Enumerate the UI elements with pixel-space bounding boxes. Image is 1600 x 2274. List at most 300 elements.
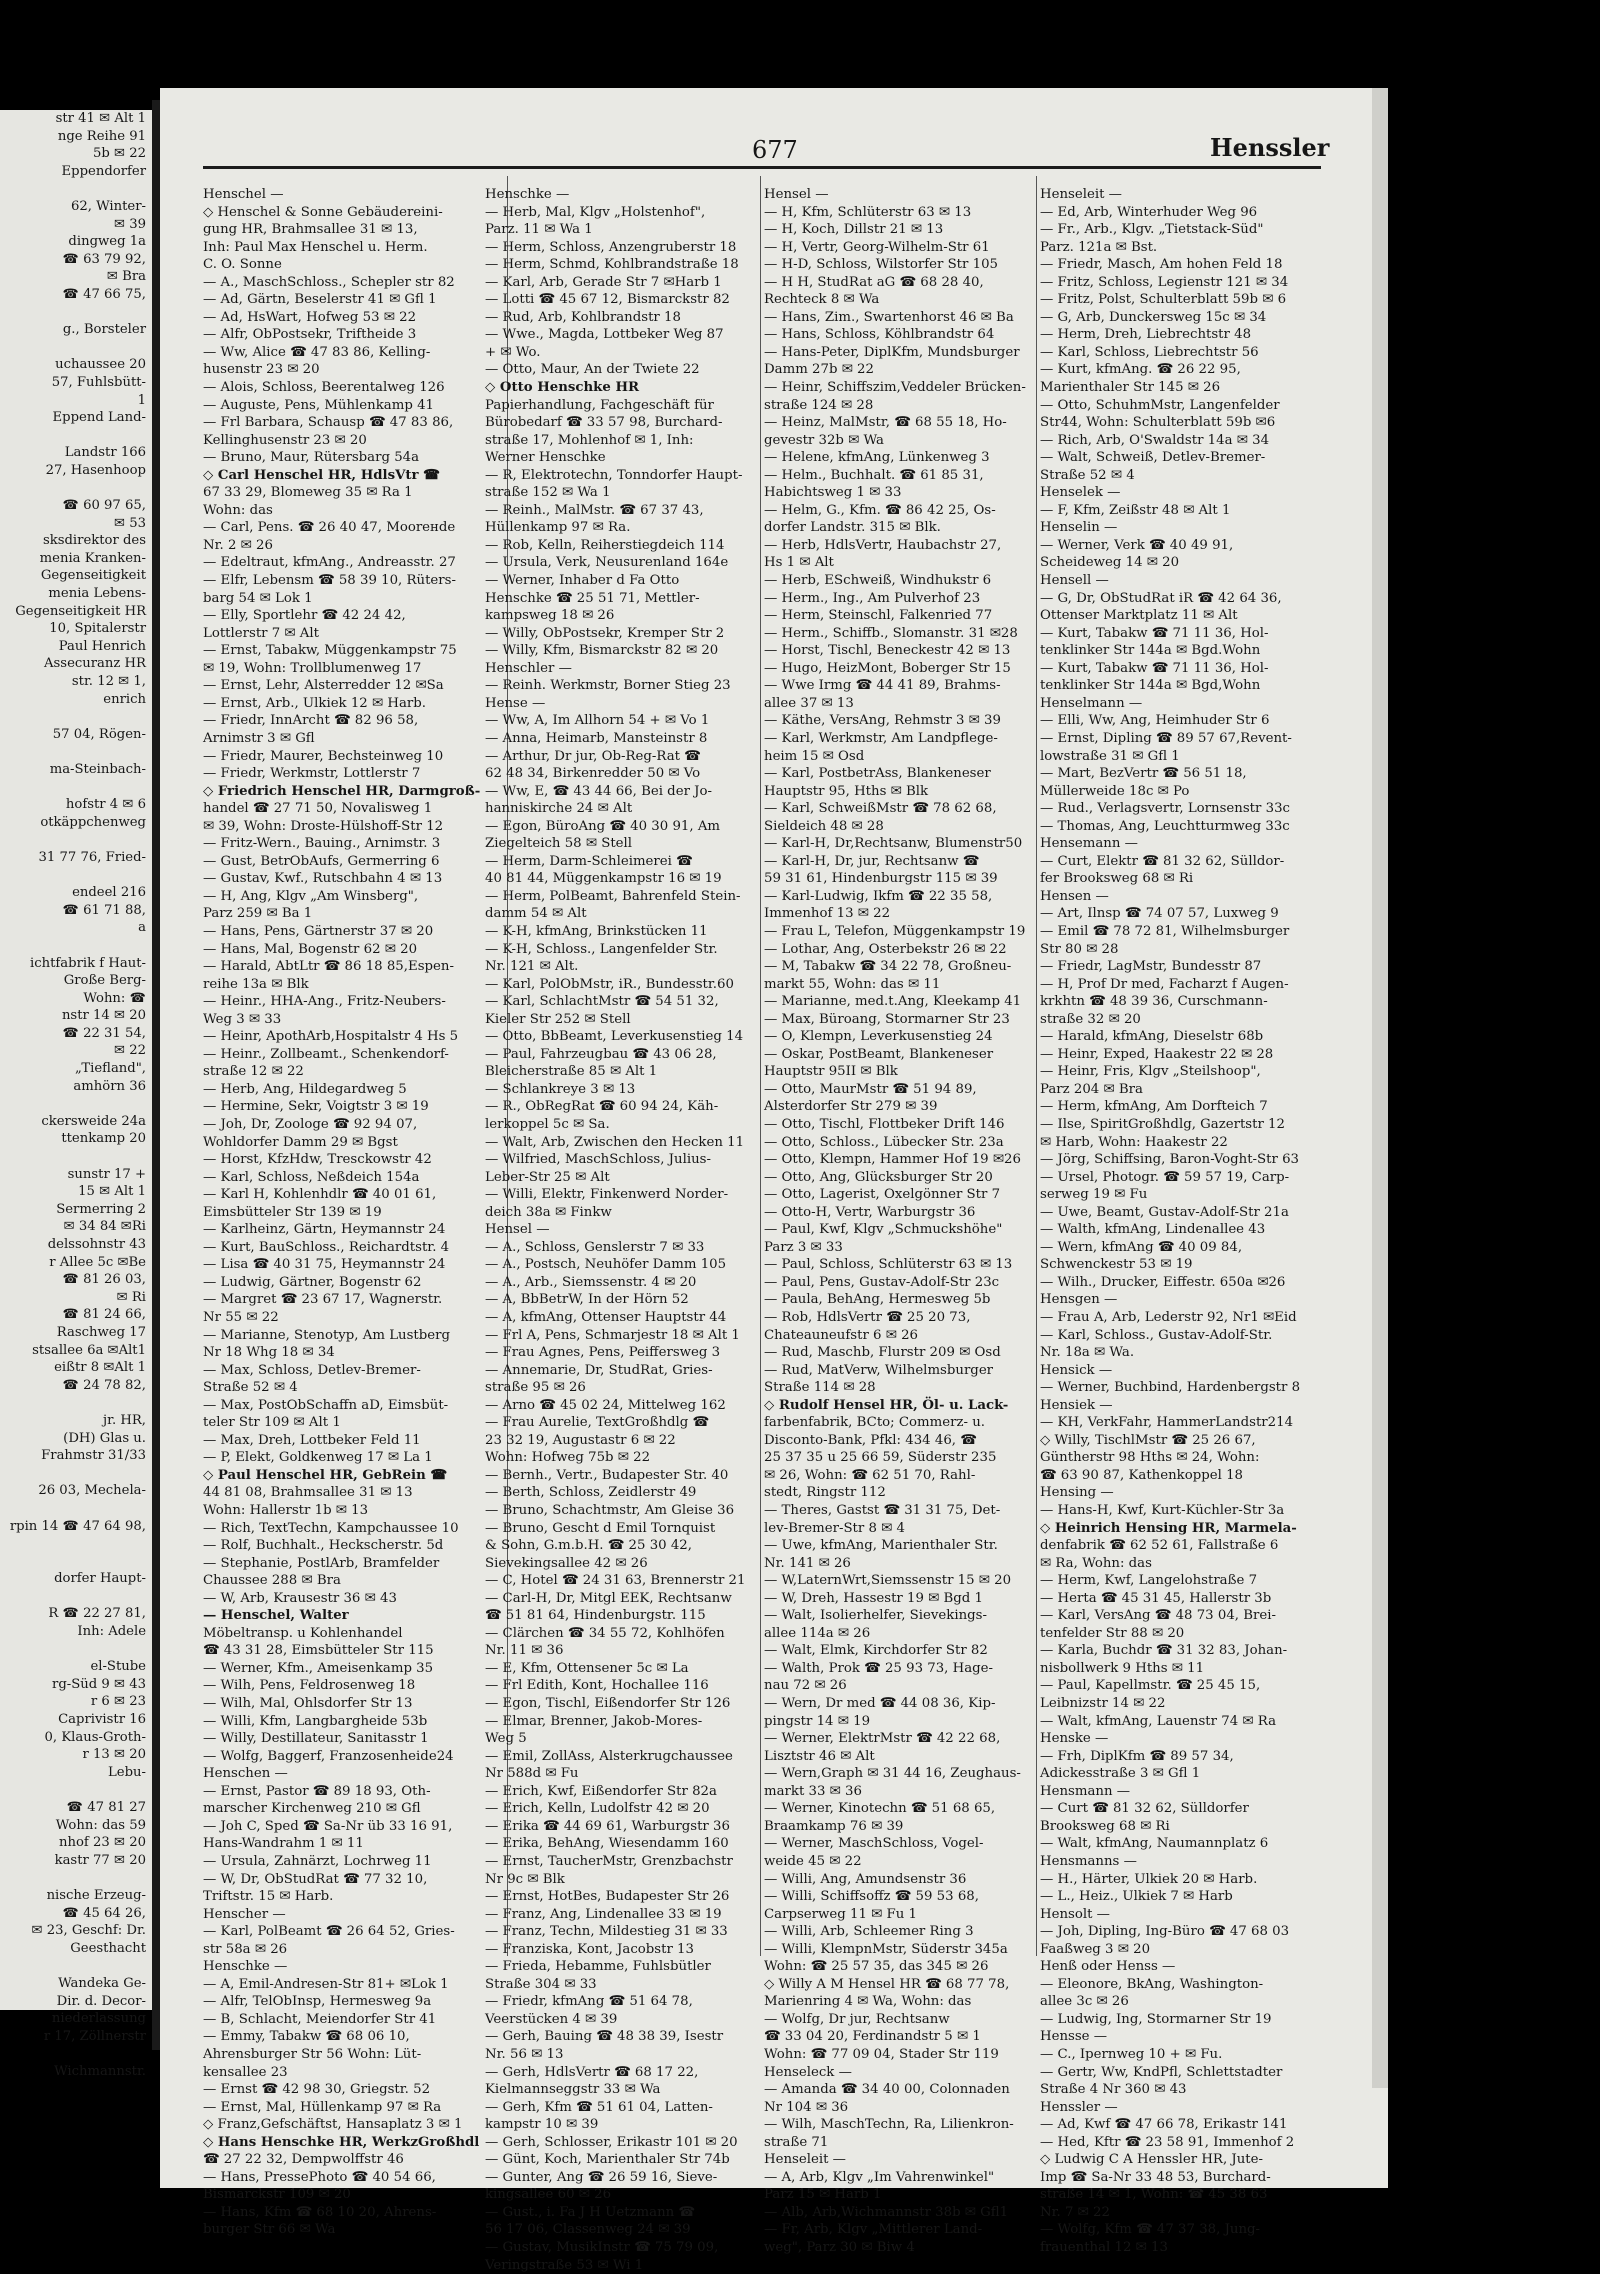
directory-entry-line: heim 15 ✉ Osd bbox=[764, 748, 865, 764]
directory-entry-line: ◇ Paul Henschel HR, GebRein ☎ bbox=[203, 1467, 447, 1483]
directory-entry-line: — E, Kfm, Ottensener 5c ✉ La bbox=[485, 1660, 689, 1676]
directory-entry-line: — Reinh. Werkmstr, Borner Stieg 23 bbox=[485, 678, 731, 694]
directory-entry-line: allee 114a ✉ 26 bbox=[764, 1625, 871, 1641]
directory-entry-line: — Ernst, TaucherMstr, Grenzbachstr bbox=[485, 1853, 733, 1869]
directory-entry-line: ◇ Rudolf Hensel HR, Öl- u. Lack- bbox=[764, 1397, 1009, 1413]
left-page-line: jr. HR, bbox=[103, 1412, 146, 1428]
directory-entry-line: — C, Hotel ☎ 24 31 63, Brennerstr 21 bbox=[485, 1573, 746, 1589]
directory-entry-line: — Karl, Werkmstr, Am Landpflege- bbox=[764, 730, 998, 746]
left-page-line: Caprivistr 16 bbox=[58, 1712, 146, 1728]
left-page-line bbox=[0, 1394, 152, 1412]
directory-entry-line: — Wern, Dr med ☎ 44 08 36, Kip- bbox=[764, 1696, 996, 1712]
left-page-line: Landstr 166 bbox=[64, 445, 146, 461]
directory-entry-line: — Gustav, MusikInstr ☎ 75 79 09, bbox=[485, 2239, 719, 2255]
directory-entry-line: — Egon, Tischl, Eißendorfer Str 126 bbox=[485, 1696, 731, 1712]
directory-entry-line: — Erika, BehAng, Wiesendamm 160 bbox=[485, 1836, 729, 1852]
directory-entry-line: — L., Heiz., Ulkiek 7 ✉ Harb bbox=[1040, 1889, 1233, 1905]
directory-entry-line: — K-H, kfmAng, Brinkstücken 11 bbox=[485, 923, 708, 939]
left-page-line bbox=[0, 867, 152, 885]
left-page-line: R ☎ 22 27 81, bbox=[48, 1606, 146, 1622]
directory-entry-line: serweg 19 ✉ Fu bbox=[1040, 1187, 1148, 1203]
directory-entry-line: — Gerh, Schlosser, Erikastr 101 ✉ 20 bbox=[485, 2134, 738, 2150]
directory-entry-line: Marienring 4 ✉ Wa, Wohn: das bbox=[764, 1994, 972, 2010]
directory-entry-line: — Fr., Arb., Klgv. „Tietstack-Süd" bbox=[1040, 222, 1264, 238]
directory-entry-line: — Ernst ☎ 42 98 30, Griegstr. 52 bbox=[203, 2082, 431, 2098]
directory-entry-line: damm 54 ✉ Alt bbox=[485, 906, 587, 922]
directory-entry-line: — H-D, Schloss, Wilstorfer Str 105 bbox=[764, 257, 998, 273]
directory-entry-line: — Emil, ZollAss, Alsterkrugchaussee bbox=[485, 1748, 733, 1764]
directory-entry-line: — Ww, Alice ☎ 47 83 86, Kelling- bbox=[203, 344, 431, 360]
directory-entry-line: — Otto, BbBeamt, Leverkusenstieg 14 bbox=[485, 1029, 744, 1045]
directory-entry-line: krkhtn ☎ 48 39 36, Curschmann- bbox=[1040, 994, 1268, 1010]
directory-entry-line: allee 3c ✉ 26 bbox=[1040, 1994, 1129, 2010]
directory-entry-line: — H, Kfm, Schlüterstr 63 ✉ 13 bbox=[764, 204, 972, 220]
directory-entry-line: — Otto, Maur, An der Twiete 22 bbox=[485, 362, 700, 378]
directory-entry-line: — Herm, kfmAng, Am Dorfteich 7 bbox=[1040, 1099, 1268, 1115]
left-page-line bbox=[0, 339, 152, 357]
directory-entry-line: — Harald, kfmAng, Dieselstr 68b bbox=[1040, 1029, 1264, 1045]
directory-entry-line: — Walt, Arb, Zwischen den Hecken 11 bbox=[485, 1134, 745, 1150]
left-page-line bbox=[0, 1465, 152, 1483]
column-divider bbox=[760, 176, 761, 1956]
directory-entry-line: — W, Dr, ObStudRat ☎ 77 32 10, bbox=[203, 1871, 428, 1887]
left-page-line: rpin 14 ☎ 47 64 98, bbox=[9, 1518, 146, 1534]
directory-entry-line: Hs 1 ✉ Alt bbox=[764, 555, 834, 571]
directory-entry-line: — Gerh, HdlsVertr ☎ 68 17 22, bbox=[485, 2064, 699, 2080]
directory-entry-line: — Arthur, Dr jur, Ob-Reg-Rat ☎ bbox=[485, 748, 701, 764]
left-page-line: ☎ 81 24 66, bbox=[62, 1307, 146, 1323]
directory-entry-line: — Karl, SchlachtMstr ☎ 54 51 32, bbox=[485, 994, 719, 1010]
directory-entry-line: tenklinker Str 144a ✉ Bgd.Wohn bbox=[1040, 643, 1261, 659]
directory-entry-line: lerkoppel 5c ✉ Sa. bbox=[485, 1116, 610, 1132]
running-head: Henssler bbox=[1210, 133, 1330, 162]
directory-entry-line: Schwenckestr 53 ✉ 19 bbox=[1040, 1257, 1193, 1273]
left-page-line bbox=[0, 708, 152, 726]
directory-entry-line: — Hermine, Sekr, Voigtstr 3 ✉ 19 bbox=[203, 1099, 429, 1115]
directory-entry-line: — Karl-H, Dr,Rechtsanw, Blumenstr50 bbox=[764, 836, 1023, 852]
directory-entry-line: kampsweg 18 ✉ 26 bbox=[485, 608, 615, 624]
directory-entry-line: deich 38a ✉ Finkw bbox=[485, 1204, 612, 1220]
directory-entry-line: 23 32 19, Augustastr 6 ✉ 22 bbox=[485, 1432, 676, 1448]
directory-entry-line: Parz 259 ✉ Ba 1 bbox=[203, 906, 313, 922]
directory-entry-line: Parz 3 ✉ 33 bbox=[764, 1239, 843, 1255]
directory-entry-line: — Ludwig, Gärtner, Bogenstr 62 bbox=[203, 1274, 422, 1290]
directory-entry-line: — Otto, Tischl, Flottbeker Drift 146 bbox=[764, 1116, 1005, 1132]
directory-entry-line: — Herm, Dreh, Liebrechtstr 48 bbox=[1040, 327, 1252, 343]
directory-entry-line: — Willy, Kfm, Bismarckstr 82 ✉ 20 bbox=[485, 643, 719, 659]
directory-entry-line: — Ursel, Photogr. ☎ 59 57 19, Carp- bbox=[1040, 1169, 1290, 1185]
directory-entry-line: — Wolfg, Dr jur, Rechtsanw bbox=[764, 2011, 950, 2027]
directory-entry-line: — H., Härter, Ulkiek 20 ✉ Harb. bbox=[1040, 1871, 1258, 1887]
directory-entry-line: — Frau A, Arb, Lederstr 92, Nr1 ✉Eid bbox=[1040, 1310, 1297, 1325]
left-page-line: nische Erzeug- bbox=[46, 1887, 146, 1903]
directory-entry-line: — Karla, Buchdr ☎ 31 32 83, Johan- bbox=[1040, 1643, 1288, 1659]
directory-entry-line: — Egon, BüroAng ☎ 40 30 91, Am bbox=[485, 818, 721, 834]
directory-entry-line: Parz. 11 ✉ Wa 1 bbox=[485, 222, 593, 238]
column-4 bbox=[1040, 186, 1320, 2257]
directory-entry-line: — Heinz, MalMstr, ☎ 68 55 18, Ho- bbox=[764, 415, 1007, 431]
directory-entry-line: markt 55, Wohn: das ✉ 11 bbox=[764, 976, 941, 992]
directory-entry-line: — Joh, Dr, Zoologe ☎ 92 94 07, bbox=[203, 1116, 418, 1132]
directory-entry-line: Immenhof 13 ✉ 22 bbox=[764, 906, 891, 922]
directory-entry-line: Lisztstr 46 ✉ Alt bbox=[764, 1748, 875, 1764]
left-page-line: ✉ 22 bbox=[113, 1043, 146, 1059]
surname-heading: Henscher — bbox=[203, 1906, 286, 1922]
directory-entry-line: — Ww, A, Im Allhorn 54 + ✉ Vo 1 bbox=[485, 713, 710, 729]
directory-entry-line: — H, Prof Dr med, Facharzt f Augen- bbox=[1040, 976, 1289, 992]
directory-entry-line: Bismarckstr 109 ✉ 20 bbox=[203, 2187, 351, 2203]
left-page-line: Geesthacht bbox=[70, 1940, 146, 1956]
directory-entry-line: — Wilh, MaschTechn, Ra, Lilienkron- bbox=[764, 2117, 1014, 2133]
directory-entry-line: — Anna, Heimarb, Mansteinstr 8 bbox=[485, 730, 708, 746]
directory-entry-line: — Ursula, Verk, Neusurenland 164e bbox=[485, 555, 729, 571]
directory-entry-line: 56 17 06, Classenweg 24 ✉ 39 bbox=[485, 2222, 691, 2238]
directory-entry-line: — Friedr, kfmAng ☎ 51 64 78, bbox=[485, 1994, 693, 2010]
directory-entry-line: — Rob, Kelln, Reiherstiegdeich 114 bbox=[485, 537, 725, 553]
directory-entry-line: Wohn: Hallerstr 1b ✉ 13 bbox=[203, 1503, 369, 1519]
directory-entry-line: — Margret ☎ 23 67 17, Wagnerstr. bbox=[203, 1292, 443, 1308]
directory-entry-line: — G, Arb, Dunckersweg 15c ✉ 34 bbox=[1040, 309, 1267, 325]
directory-entry-line: — Frl A, Pens, Schmarjestr 18 ✉ Alt 1 bbox=[485, 1327, 740, 1343]
left-page-line: r 13 ✉ 20 bbox=[82, 1747, 146, 1763]
left-page-line: 62, Winter- bbox=[70, 198, 146, 214]
directory-entry-line: — Werner, Verk ☎ 40 49 91, bbox=[1040, 537, 1234, 553]
directory-entry-line: Möbeltransp. u Kohlenhandel bbox=[203, 1625, 403, 1641]
left-page-line: 26 03, Mechela- bbox=[38, 1483, 146, 1499]
surname-heading: Henschen — bbox=[203, 1766, 288, 1782]
directory-entry-line: — Willi, KlempnMstr, Süderstr 345a bbox=[764, 1941, 1008, 1957]
directory-entry-line: — A, Arb, Klgv „Im Vahrenwinkel" bbox=[764, 2169, 995, 2185]
directory-entry-line: — Hans, PressePhoto ☎ 40 54 66, bbox=[203, 2169, 436, 2185]
directory-entry-line: — Otto, SchuhmMstr, Langenfelder bbox=[1040, 397, 1280, 413]
directory-entry-line: — Walt, Schweiß, Detlev-Bremer- bbox=[1040, 450, 1266, 466]
left-page-line: ma-Steinbach- bbox=[49, 761, 146, 777]
directory-entry-line: — Ad, Kwf ☎ 47 66 78, Erikastr 141 bbox=[1040, 2117, 1288, 2133]
directory-entry-line: — Willy, ObPostsekr, Kremper Str 2 bbox=[485, 625, 725, 641]
directory-entry-line: — Hans, Mal, Bogenstr 62 ✉ 20 bbox=[203, 941, 418, 957]
directory-entry-line: Parz. 121a ✉ Bst. bbox=[1040, 239, 1158, 255]
directory-entry-line: — Franziska, Kont, Jacobstr 13 bbox=[485, 1941, 694, 1957]
directory-entry-line: Wohldorfer Damm 29 ✉ Bgst bbox=[203, 1134, 398, 1150]
column-2 bbox=[485, 186, 757, 2274]
directory-entry-line: tenklinker Str 144a ✉ Bgd,Wohn bbox=[1040, 678, 1261, 694]
directory-entry-line: — Uwe, kfmAng, Marienthaler Str. bbox=[764, 1538, 998, 1554]
surname-heading: Henschke — bbox=[485, 187, 570, 202]
left-page-line: hofstr 4 ✉ 6 bbox=[65, 797, 146, 813]
directory-entry-line: — Elmar, Brenner, Jakob-Mores- bbox=[485, 1713, 703, 1729]
directory-entry-line: — Fritz, Schloss, Legienstr 121 ✉ 34 bbox=[1040, 274, 1289, 290]
directory-entry-line: markt 33 ✉ 36 bbox=[764, 1783, 862, 1799]
directory-entry-line: Brooksweg 68 ✉ Ri bbox=[1040, 1818, 1170, 1834]
surname-heading: Henselek — bbox=[1040, 485, 1121, 501]
directory-entry-line: Wohn: ☎ 25 57 35, das 345 ✉ 26 bbox=[764, 1959, 989, 1975]
directory-entry-line: — Kurt, Tabakw ☎ 71 11 36, Hol- bbox=[1040, 660, 1269, 676]
directory-entry-line: Kielmannseggstr 33 ✉ Wa bbox=[485, 2082, 661, 2098]
directory-entry-line: — Karl, Schloss, Liebrechtstr 56 bbox=[1040, 344, 1259, 360]
directory-entry-line: Hauptstr 95II ✉ Blk bbox=[764, 1064, 898, 1080]
surname-heading: Henseleit — bbox=[1040, 187, 1122, 202]
directory-entry-line: — Schlankreye 3 ✉ 13 bbox=[485, 1081, 636, 1097]
directory-entry-line: Leibnizstr 14 ✉ 22 bbox=[1040, 1696, 1166, 1712]
directory-entry-line: — W,LaternWrt,Siemssenstr 15 ✉ 20 bbox=[764, 1573, 1012, 1589]
directory-entry-line: straße 12 ✉ 22 bbox=[203, 1064, 304, 1080]
directory-entry-line: — Max, Dreh, Lottbeker Feld 11 bbox=[203, 1432, 421, 1448]
directory-entry-line: Ziegelteich 58 ✉ Stell bbox=[485, 836, 633, 852]
left-page-line: 15 ✉ Alt 1 bbox=[78, 1184, 146, 1200]
directory-entry-line: — Wilh, Pens, Feldrosenweg 18 bbox=[203, 1678, 416, 1694]
directory-entry-line: — Fritz, Polst, Schulterblatt 59b ✉ 6 bbox=[1040, 292, 1287, 308]
directory-entry-line: — Henschel, Walter bbox=[203, 1608, 349, 1624]
directory-entry-line: Veerstücken 4 ✉ 39 bbox=[485, 2011, 618, 2027]
left-page-line: a bbox=[138, 920, 146, 936]
directory-entry-line: — Kurt, Tabakw ☎ 71 11 36, Hol- bbox=[1040, 625, 1269, 641]
left-page-line bbox=[0, 1148, 152, 1166]
directory-entry-line: allee 37 ✉ 13 bbox=[764, 695, 854, 711]
directory-entry-line: — Bruno, Schachtmstr, Am Gleise 36 bbox=[485, 1503, 735, 1519]
left-page-line: kastr 77 ✉ 20 bbox=[54, 1852, 146, 1868]
left-page-line: str. 12 ✉ 1, bbox=[71, 674, 146, 689]
directory-entry-line: Eimsbütteler Str 139 ✉ 19 bbox=[203, 1204, 382, 1220]
directory-entry-line: Faaßweg 3 ✉ 20 bbox=[1040, 1941, 1151, 1957]
directory-entry-line: ◇ Willy A M Hensel HR ☎ 68 77 78, bbox=[764, 1976, 1010, 1992]
left-page-line: otkäppchenweg bbox=[40, 814, 146, 830]
directory-entry-line: — Kurt, kfmAng. ☎ 26 22 95, bbox=[1040, 362, 1241, 378]
directory-entry-line: — Elfr, Lebensm ☎ 58 39 10, Rüters- bbox=[203, 573, 456, 589]
left-page-line: delssohnstr 43 bbox=[47, 1237, 146, 1252]
directory-entry-line: — Frau L, Telefon, Müggenkampstr 19 bbox=[764, 923, 1026, 939]
left-page-line: amhörn 36 bbox=[73, 1078, 146, 1094]
directory-entry-line: Güntherstr 98 Hths ✉ 24, Wohn: bbox=[1040, 1450, 1260, 1466]
left-page-line bbox=[0, 1781, 152, 1799]
left-page-line: Assecuranz HR bbox=[44, 656, 146, 672]
directory-entry-line: — Frau Agnes, Pens, Peiffersweg 3 bbox=[485, 1345, 721, 1361]
directory-entry-line: — R., ObRegRat ☎ 60 94 24, Käh- bbox=[485, 1099, 719, 1115]
column-divider bbox=[1036, 176, 1037, 1956]
directory-entry-line: — Karl-Ludwig, Ikfm ☎ 22 35 58, bbox=[764, 888, 993, 904]
directory-entry-line: Arnimstr 3 ✉ Gfl bbox=[203, 730, 315, 746]
directory-entry-line: — Willi, Elektr, Finkenwerd Norder- bbox=[485, 1187, 729, 1203]
directory-entry-line: — Karlheinz, Gärtn, Heymannstr 24 bbox=[203, 1222, 446, 1238]
directory-entry-line: — Art, Ilnsp ☎ 74 07 57, Luxweg 9 bbox=[1040, 906, 1279, 922]
directory-entry-line: — Günt, Koch, Marienthaler Str 74b bbox=[485, 2152, 730, 2168]
directory-entry-line: — Stephanie, PostlArb, Bramfelder bbox=[203, 1555, 440, 1571]
directory-entry-line: — Friedr, LagMstr, Bundesstr 87 bbox=[1040, 959, 1262, 975]
directory-entry-line: — Gerh, Bauing ☎ 48 38 39, Isestr bbox=[485, 2029, 724, 2045]
directory-entry-line: — Wolfg, Baggerf, Franzosenheide24 bbox=[203, 1748, 454, 1764]
directory-entry-line: — Paul, Kwf, Klgv „Schmuckshöhe" bbox=[764, 1222, 1003, 1238]
surname-heading: Henseleit — bbox=[764, 2152, 846, 2168]
directory-entry-line: — Bernh., Vertr., Budapester Str. 40 bbox=[485, 1467, 729, 1483]
directory-entry-line: — Ilse, SpiritGroßhdlg, Gazertstr 12 bbox=[1040, 1116, 1285, 1132]
directory-entry-line: — Willi, Kfm, Langbargheide 53b bbox=[203, 1713, 428, 1729]
directory-entry-line: — Walt, kfmAng, Naumannplatz 6 bbox=[1040, 1836, 1269, 1852]
directory-entry-line: — Herm, Schmd, Kohlbrandstraße 18 bbox=[485, 257, 739, 273]
directory-entry-line: fer Brooksweg 68 ✉ Ri bbox=[1040, 871, 1194, 887]
directory-entry-line: — Otto, Schloss., Lübecker Str. 23a bbox=[764, 1134, 1004, 1150]
directory-entry-line: lowstraße 31 ✉ Gfl 1 bbox=[1040, 748, 1180, 764]
directory-entry-line: — Rud., Verlagsvertr, Lornsenstr 33c bbox=[1040, 801, 1290, 817]
directory-entry-line: — Frl Barbara, Schausp ☎ 47 83 86, bbox=[203, 415, 454, 431]
directory-entry-line: — F, Kfm, Zeißstr 48 ✉ Alt 1 bbox=[1040, 502, 1231, 518]
directory-entry-line: — Karl H, Kohlenhdlr ☎ 40 01 61, bbox=[203, 1187, 437, 1203]
directory-entry-line: straße 95 ✉ 26 bbox=[485, 1380, 586, 1396]
directory-entry-line: — Karl-H, Dr, jur, Rechtsanw ☎ bbox=[764, 853, 980, 869]
directory-entry-line: — Ursula, Zahnärzt, Lochrweg 11 bbox=[203, 1853, 432, 1869]
directory-entry-line: — B, Schlacht, Meiendorfer Str 41 bbox=[203, 2011, 437, 2027]
directory-entry-line: — G, Dr, ObStudRat iR ☎ 42 64 36, bbox=[1040, 590, 1282, 606]
directory-entry-line: — Willy, Destillateur, Sanitasstr 1 bbox=[203, 1731, 429, 1747]
directory-entry-line: gung HR, Brahmsallee 31 ✉ 13, bbox=[203, 222, 418, 238]
directory-entry-line: denfabrik ☎ 62 52 61, Fallstraße 6 bbox=[1040, 1538, 1279, 1554]
directory-entry-line: Sieldeich 48 ✉ 28 bbox=[764, 818, 884, 834]
surname-heading: Hensgen — bbox=[1040, 1292, 1118, 1308]
directory-entry-line: ◇ Friedrich Henschel HR, Darmgroß- bbox=[203, 783, 481, 799]
directory-entry-line: — Arno ☎ 45 02 24, Mittelweg 162 bbox=[485, 1397, 726, 1413]
directory-entry-line: — Rob, HdlsVertr ☎ 25 20 73, bbox=[764, 1310, 971, 1325]
directory-entry-line: — Werner, MaschSchloss, Vogel- bbox=[764, 1836, 984, 1852]
directory-entry-line: Nr 104 ✉ 36 bbox=[764, 2099, 849, 2115]
directory-entry-line: straße 32 ✉ 20 bbox=[1040, 1011, 1141, 1027]
directory-entry-line: — K-H, Schloss., Langenfelder Str. bbox=[485, 941, 718, 957]
left-page-line: ☎ 22 31 54, bbox=[62, 1025, 146, 1041]
directory-entry-line: — Herm, Darm-Schleimerei ☎ bbox=[485, 853, 693, 869]
surname-heading: Hensmann — bbox=[1040, 1783, 1131, 1799]
directory-entry-line: — Herta ☎ 45 31 45, Hallerstr 3b bbox=[1040, 1590, 1272, 1606]
left-page-line: ☎ 81 26 03, bbox=[62, 1272, 146, 1288]
directory-entry-line: farbenfabrik, BCto; Commerz- u. bbox=[764, 1415, 986, 1431]
directory-entry-line: — Friedr, InnArcht ☎ 82 96 58, bbox=[203, 713, 419, 729]
left-page-line bbox=[0, 2045, 152, 2063]
directory-entry-line: gevestr 32b ✉ Wa bbox=[764, 432, 884, 448]
directory-entry-line: — Hugo, HeizMont, Boberger Str 15 bbox=[764, 660, 1011, 676]
directory-entry-line: — Herm, Kwf, Langelohstraße 7 bbox=[1040, 1573, 1258, 1589]
directory-entry-line: — Heinr, Exped, Haakestr 22 ✉ 28 bbox=[1040, 1046, 1274, 1062]
directory-entry-line: — A, BbBetrW, In der Hörn 52 bbox=[485, 1292, 689, 1308]
directory-entry-line: Kellinghusenstr 23 ✉ 20 bbox=[203, 432, 367, 448]
surname-heading: Hensiek — bbox=[1040, 1397, 1113, 1413]
directory-entry-line: — Herm., Ing., Am Pulverhof 23 bbox=[764, 590, 981, 606]
directory-entry-line: — Theres, Gastst ☎ 31 31 75, Det- bbox=[764, 1503, 1001, 1519]
directory-entry-line: — Wern, kfmAng ☎ 40 09 84, bbox=[1040, 1239, 1243, 1255]
directory-entry-line: ◇ Franz,Gefschäftst, Hansaplatz 3 ✉ 1 bbox=[203, 2117, 463, 2133]
directory-entry-line: — Wwe Irmg ☎ 44 41 89, Brahms- bbox=[764, 678, 1001, 694]
directory-entry-line: — A, kfmAng, Ottenser Hauptstr 44 bbox=[485, 1310, 727, 1325]
directory-entry-line: — Ernst, Dipling ☎ 89 57 67,Revent- bbox=[1040, 730, 1292, 746]
left-page-line bbox=[0, 1588, 152, 1606]
directory-entry-line: — Herm, Schloss, Anzengruberstr 18 bbox=[485, 239, 737, 255]
directory-entry-line: Henschke ☎ 25 51 71, Mettler- bbox=[485, 590, 700, 606]
directory-entry-line: Nr 9c ✉ Blk bbox=[485, 1871, 565, 1887]
directory-entry-line: — Otto, Klempn, Hammer Hof 19 ✉26 bbox=[764, 1152, 1021, 1168]
directory-entry-line: husenstr 23 ✉ 20 bbox=[203, 362, 320, 378]
directory-entry-line: C. O. Sonne bbox=[203, 257, 282, 273]
left-page-line: Paul Henrich bbox=[58, 638, 146, 654]
column-1 bbox=[203, 186, 503, 2239]
directory-entry-line: — Edeltraut, kfmAng., Andreasstr. 27 bbox=[203, 555, 456, 571]
directory-entry-line: — Käthe, VersAng, Rehmstr 3 ✉ 39 bbox=[764, 713, 1001, 729]
surname-heading: Hensel — bbox=[764, 187, 829, 202]
directory-entry-line: — Karl, SchweißMstr ☎ 78 62 68, bbox=[764, 801, 997, 817]
directory-entry-line: — Ernst, Arb., Ulkiek 12 ✉ Harb. bbox=[203, 695, 426, 711]
directory-entry-line: kensallee 23 bbox=[203, 2064, 288, 2080]
left-page-line bbox=[0, 1500, 152, 1518]
directory-entry-line: — Herb, Mal, Klgv „Holstenhof", bbox=[485, 204, 706, 220]
directory-entry-line: — Alfr, ObPostsekr, Triftheide 3 bbox=[203, 327, 417, 343]
directory-entry-line: — Amanda ☎ 34 40 00, Colonnaden bbox=[764, 2082, 1010, 2098]
directory-entry-line: — Heinr., HHA-Ang., Fritz-Neubers- bbox=[203, 994, 446, 1010]
directory-entry-line: — Herb, ESchweiß, Windhukstr 6 bbox=[764, 573, 992, 589]
directory-entry-line: nau 72 ✉ 26 bbox=[764, 1678, 847, 1694]
left-page-line: sksdirektor des bbox=[42, 533, 146, 549]
left-page-line bbox=[0, 1095, 152, 1113]
directory-entry-line: — Rich, TextTechn, Kampchaussee 10 bbox=[203, 1520, 459, 1536]
left-page-line: 10, Spitalerstr bbox=[49, 621, 146, 637]
directory-entry-line: — Curt ☎ 81 32 62, Sülldorfer bbox=[1040, 1801, 1249, 1817]
directory-entry-line: — Hans, Schloss, Köhlbrandstr 64 bbox=[764, 327, 995, 343]
directory-entry-line: — Joh, Dipling, Ing-Büro ☎ 47 68 03 bbox=[1040, 1924, 1290, 1940]
directory-entry-line: — Wilh., Drucker, Eiffestr. 650a ✉26 bbox=[1040, 1274, 1286, 1290]
directory-entry-line: — A., MaschSchloss., Schepler str 82 bbox=[203, 274, 455, 290]
directory-entry-line: — Karl, Schloss., Gustav-Adolf-Str. bbox=[1040, 1327, 1273, 1343]
page-number: 677 bbox=[752, 136, 798, 164]
directory-entry-line: ✉ 19, Wohn: Trollblumenweg 17 bbox=[203, 660, 422, 676]
directory-entry-line: ✉ Harb, Wohn: Haakestr 22 bbox=[1040, 1134, 1228, 1150]
directory-entry-line: — Ernst, Tabakw, Müggenkampstr 75 bbox=[203, 643, 457, 659]
directory-entry-line: — Ad, Gärtn, Beselerstr 41 ✉ Gfl 1 bbox=[203, 292, 437, 308]
left-page-line: (DH) Glas u. bbox=[63, 1430, 146, 1446]
left-page-line: r 17, Zöllnerstr bbox=[43, 2028, 146, 2044]
directory-entry-line: — Ad, HsWart, Hofweg 53 ✉ 22 bbox=[203, 309, 417, 325]
directory-entry-line: — Uwe, Beamt, Gustav-Adolf-Str 21a bbox=[1040, 1204, 1289, 1220]
directory-entry-line: — Wilfried, MaschSchloss, Julius- bbox=[485, 1152, 711, 1168]
directory-entry-line: — Herb, Ang, Hildegardweg 5 bbox=[203, 1081, 407, 1097]
directory-entry-line: — Lotti ☎ 45 67 12, Bismarckstr 82 bbox=[485, 292, 730, 308]
left-page-line: Lebu- bbox=[108, 1764, 146, 1780]
directory-entry-line: Papierhandlung, Fachgeschäft für bbox=[485, 397, 714, 413]
directory-entry-line: — Helene, kfmAng, Lünkenweg 3 bbox=[764, 450, 990, 466]
left-page-line bbox=[0, 1535, 152, 1553]
directory-entry-line: — O, Klempn, Leverkusenstieg 24 bbox=[764, 1029, 993, 1045]
directory-entry-line: Ahrensburger Str 56 Wohn: Lüt- bbox=[203, 2046, 422, 2062]
directory-entry-line: Bürobedarf ☎ 33 57 98, Burchard- bbox=[485, 415, 723, 431]
directory-entry-line: — Max, Schloss, Detlev-Bremer- bbox=[203, 1362, 421, 1378]
directory-entry-line: — Herb, HdlsVertr, Haubachstr 27, bbox=[764, 537, 1002, 553]
directory-entry-line: — W, Dreh, Hassestr 19 ✉ Bgd 1 bbox=[764, 1590, 984, 1606]
directory-entry-line: Nr 55 ✉ 22 bbox=[203, 1310, 279, 1325]
directory-entry-line: — Ed, Arb, Winterhuder Weg 96 bbox=[1040, 204, 1258, 220]
left-page-line: Raschweg 17 bbox=[56, 1324, 146, 1340]
directory-entry-line: Straße 4 Nr 360 ✉ 43 bbox=[1040, 2082, 1187, 2098]
directory-entry-line: ☎ 63 90 87, Kathenkoppel 18 bbox=[1040, 1467, 1244, 1483]
directory-entry-line: — Wolfg, Kfm ☎ 47 37 38, Jung- bbox=[1040, 2222, 1261, 2238]
left-page-line: Gegenseitigkeit HR bbox=[15, 603, 146, 619]
directory-entry-line: — Kurt, BauSchloss., Reichardtstr. 4 bbox=[203, 1239, 450, 1255]
left-page-line: Wandeka Ge- bbox=[58, 1975, 146, 1991]
directory-entry-line: — Eleonore, BkAng, Washington- bbox=[1040, 1976, 1264, 1992]
directory-entry-line: — Alois, Schloss, Beerentalweg 126 bbox=[203, 380, 445, 396]
left-page-line: nhof 23 ✉ 20 bbox=[59, 1835, 146, 1851]
directory-entry-line: Lottlerstr 7 ✉ Alt bbox=[203, 625, 320, 641]
left-page-line: r 6 ✉ 23 bbox=[90, 1694, 146, 1710]
directory-entry-line: — Hans, Pens, Gärtnerstr 37 ✉ 20 bbox=[203, 923, 434, 939]
left-page-line bbox=[0, 937, 152, 955]
directory-entry-line: Bleicherstraße 85 ✉ Alt 1 bbox=[485, 1064, 658, 1080]
surname-heading: Hensell — bbox=[1040, 573, 1109, 589]
directory-entry-line: — H, Vertr, Georg-Wilhelm-Str 61 bbox=[764, 239, 990, 255]
directory-entry-line: Scheideweg 14 ✉ 20 bbox=[1040, 555, 1180, 571]
directory-entry-line: — Friedr, Masch, Am hohen Feld 18 bbox=[1040, 257, 1283, 273]
directory-entry-line: — Paul, Pens, Gustav-Adolf-Str 23c bbox=[764, 1274, 1000, 1290]
